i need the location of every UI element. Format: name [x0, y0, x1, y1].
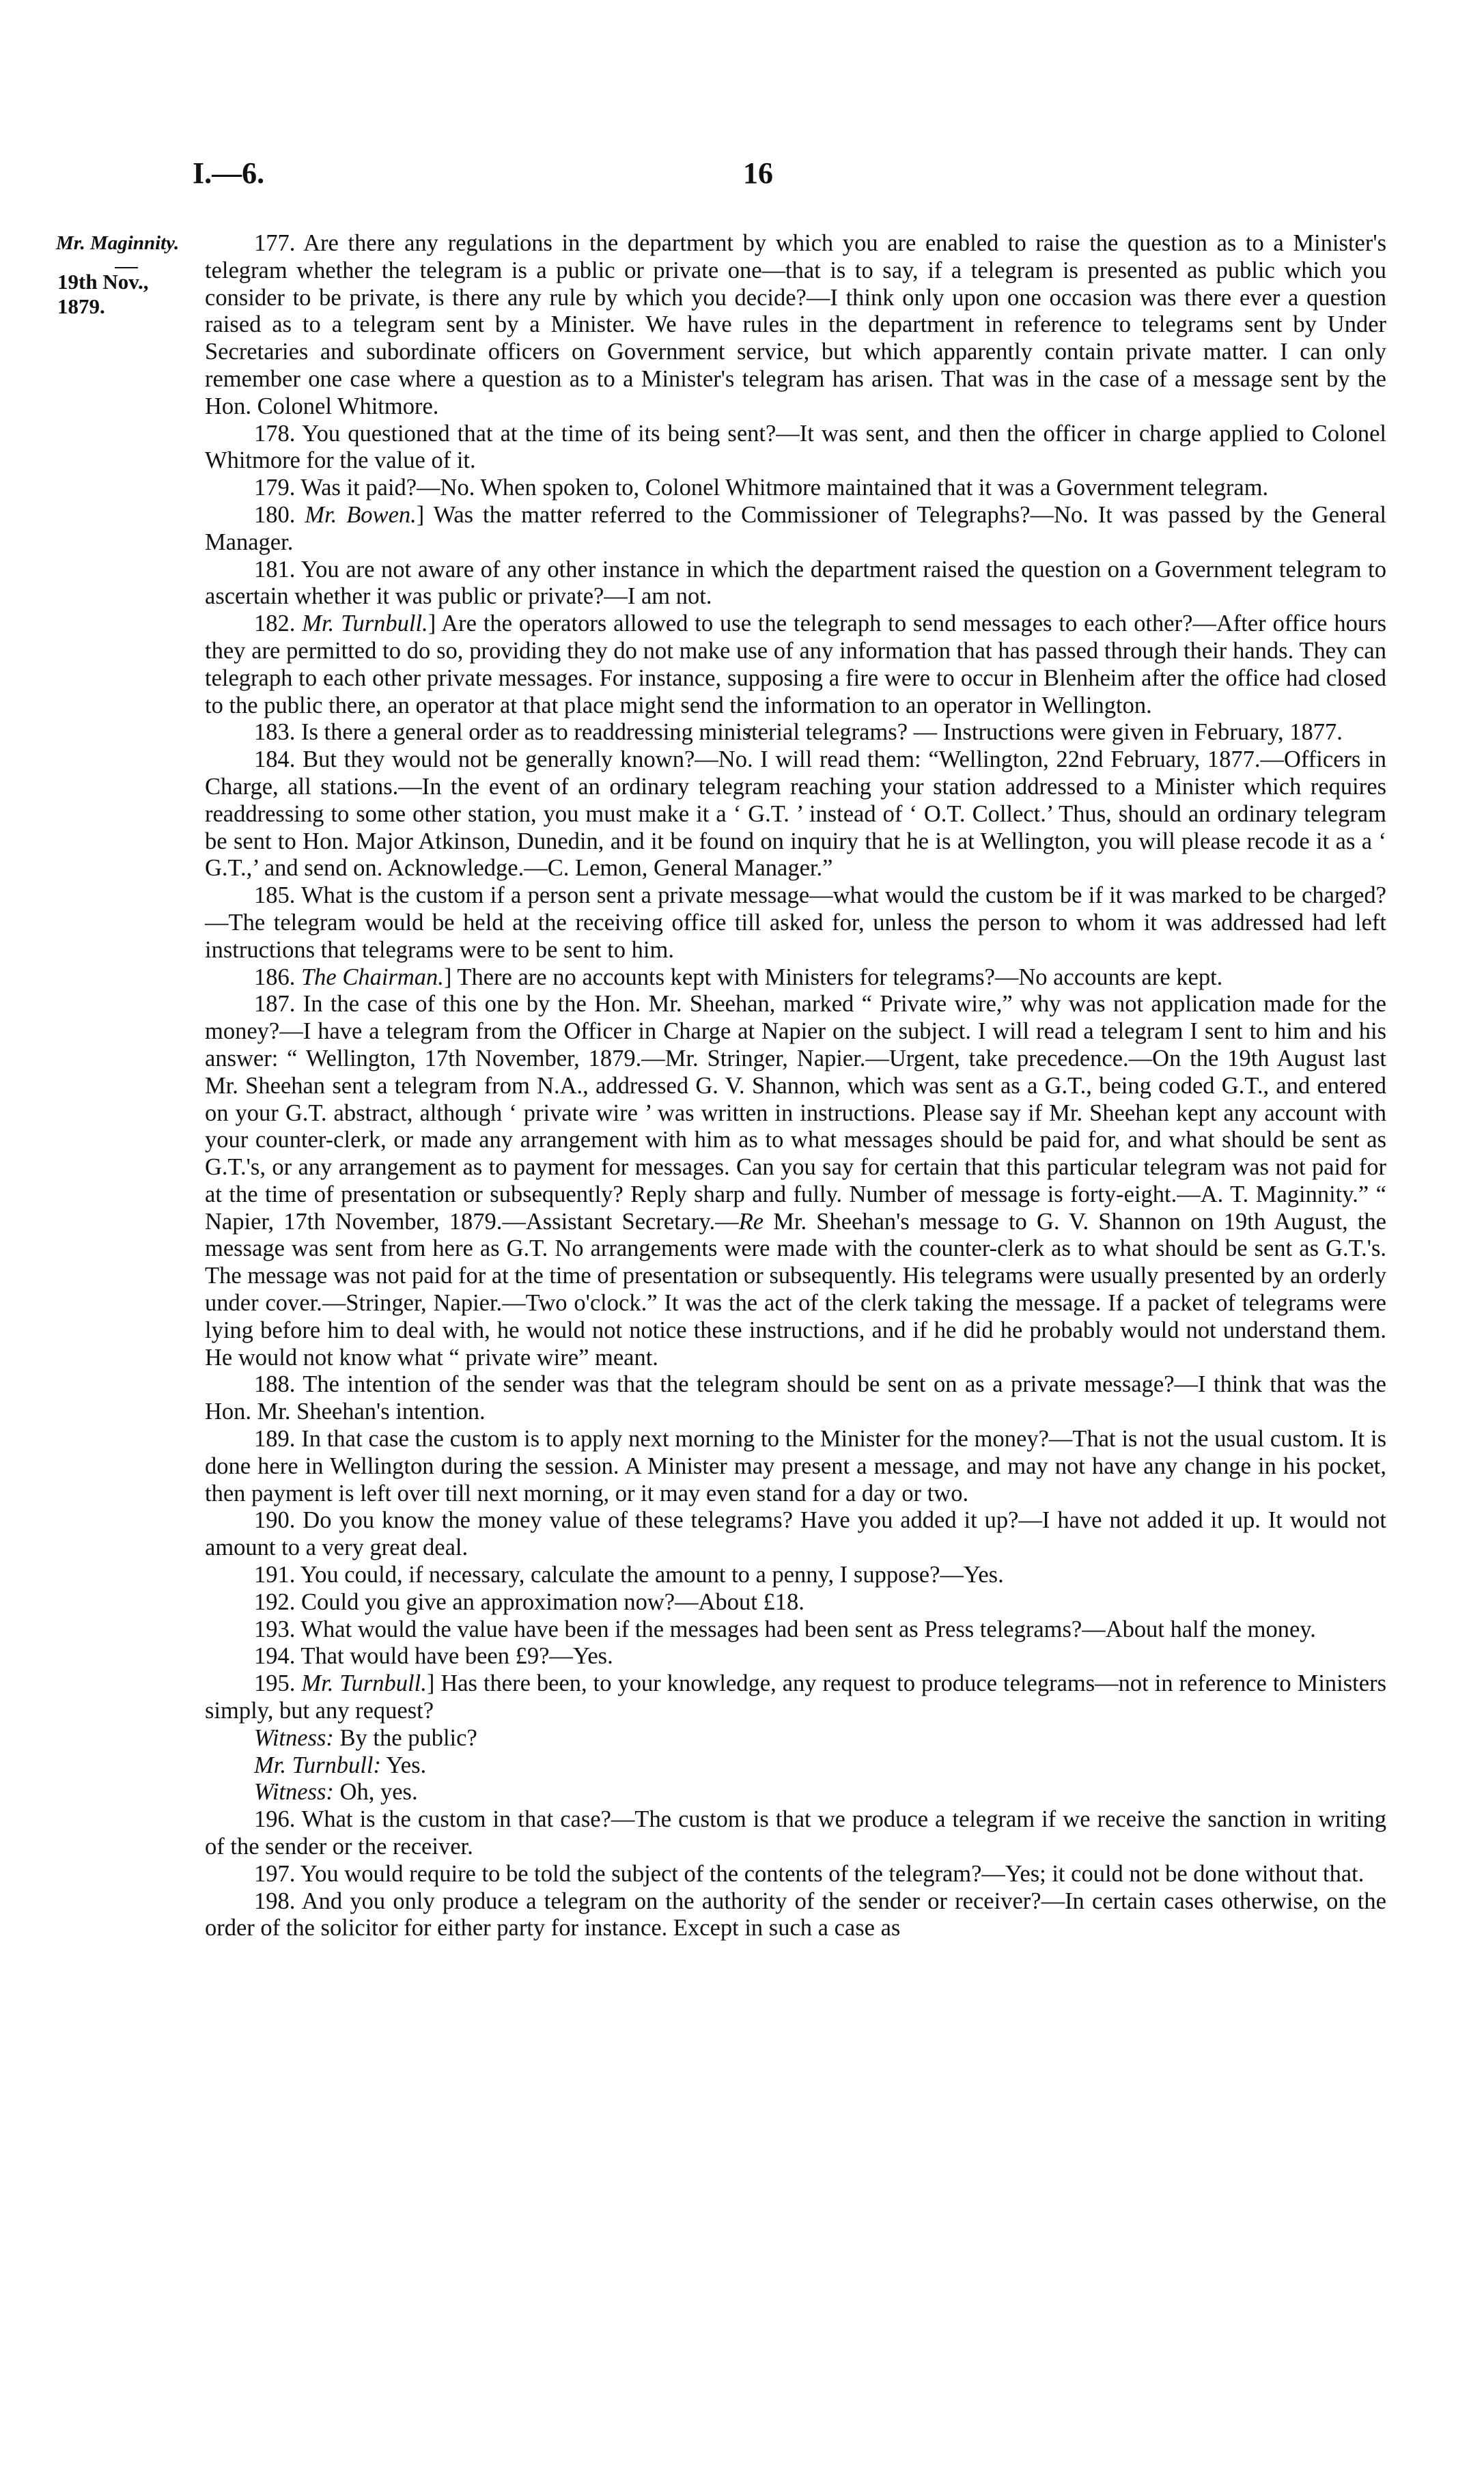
body-text — [205, 230, 1386, 1942]
paragraph: 186. The Chairman.] There are no accounts kept with Ministers for telegrams?—No accounts are kept. — [254, 964, 1223, 990]
paragraph: 177. Are there any regulations in the department by which you are enabled to raise the question as to a Minister's telegram whether the telegram is a public or private one—that is to say, if a telegram is presented as public which you consider to be private, is there any rule by which you decide?—I think only upon one occasion was there ever a question raised as to a telegram sent by a Minister. We have rules in the department in reference to telegrams sent by Under Secretaries and subordinate officers on Government service, but which apparently contain private matter. I can only remember one case where a question as to a Minister's telegram has arisen. That was in the case of a message sent by the Hon. Colonel Whitmore. — [205, 230, 1386, 419]
margin-date: 19th Nov., 1879. — [57, 270, 149, 318]
paragraph: 195. Mr. Turnbull.] Has there been, to your knowledge, any request to produce telegrams—not in reference to Ministers simply, but any request? — [205, 1670, 1386, 1724]
paragraph: 178. You questioned that at the time of its being sent?—It was sent, and then the officer in charge applied to Colonel Whitmore for the value of it. — [205, 420, 1386, 474]
paragraph: 188. The intention of the sender was that the telegram should be sent on as a private message?—I think that was the Hon. Mr. Sheehan's intention. — [205, 1371, 1386, 1425]
paragraph: 193. What would the value have been if the messages had been sent as Press telegrams?—About half the money. — [254, 1616, 1316, 1642]
paragraph: Witness: Oh, yes. — [254, 1779, 418, 1806]
paragraph: 183. Is there a general order as to readdressing ministerial telegrams? — Instructions were given in February, 1877. — [254, 719, 1343, 746]
paragraph: 192. Could you give an approximation now?—About £18. — [254, 1588, 804, 1615]
paragraph: 180. Mr. Bowen.] Was the matter referred to the Commissioner of Telegraphs?—No. It was passed by the General Manager. — [205, 501, 1387, 555]
paragraph: 191. You could, if necessary, calculate the amount to a penny, I suppose?—Yes. — [254, 1562, 1004, 1588]
paragraph: 179. Was it paid?—No. When spoken to, Colonel Whitmore maintained that it was a Government telegram. — [254, 475, 1269, 501]
paragraph: 190. Do you know the money value of these telegrams? Have you added it up?—I have not added it up. It would not amount to a very great deal. — [205, 1507, 1386, 1561]
paragraph: 182. Mr. Turnbull.] Are the operators allowed to use the telegraph to send messages to each other?—After office hours they are permitted to do so, providing they do not make use of any information that has passed through their hands. They can telegraph to each other private messages. For instance, supposing a fire were to occur in Blenheim after the office had closed to the public there, an operator at that place might send the information to an operator in Wellington. — [205, 611, 1386, 718]
paragraph: 185. What is the custom if a person sent a private message—what would the custom be if it was marked to be charged?—The telegram would be held at the receiving office till asked for, unless the person to whom it was addressed had left instructions that telegrams were to be sent to him. — [205, 882, 1386, 963]
paragraph: 196. What is the custom in that case?—The custom is that we produce a telegram if we receive the sanction in writing of the sender or the receiver. — [205, 1806, 1386, 1860]
paragraph: Witness: By the public? — [254, 1724, 477, 1751]
paragraph: 194. That would have been £9?—Yes. — [254, 1643, 613, 1670]
paper-reference: I.—6. — [193, 156, 265, 190]
margin-notes — [49, 232, 198, 319]
paragraph: Mr. Turnbull: Yes. — [254, 1752, 427, 1778]
margin-speaker: Mr. Maginnity. — [56, 232, 180, 254]
paragraph: 184. But they would not be generally known?—No. I will read them: “Wellington, 22nd February, 1877.—Officers in Charge, all stations.—In the event of an ordinary telegram reaching your station addressed to a Minister which requires readdressing to some other station, you must make it a ‘ G.T. ’ instead of ‘ O.T. Collect.’ Thus, should an ordinary telegram be sent to Hon. Major Atkinson, Dunedin, and it be found on inquiry that he is at Wellington, you will please recode it as a ‘ G.T.,’ and send on. Acknowledge.—C. Lemon, General Manager.” — [205, 746, 1386, 882]
paragraph: 189. In that case the custom is to apply next morning to the Minister for the money?—That is not the usual custom. It is done here in Wellington during the session. A Minister may present a message, and may not have any change in his pocket, then payment is left over till next morning, or it may even stand for a day or two. — [205, 1426, 1386, 1506]
page-header — [0, 156, 1484, 210]
margin-rule — [115, 267, 138, 268]
paragraph: 187. In the case of this one by the Hon. Mr. Sheehan, marked “ Private wire,” why was not application made for the money?—I have a telegram from the Officer in Charge at Napier on the subject. I will read a telegram I sent to him and his answer: “ Wellington, 17th November, 1879.—Mr. Stringer, Napier.—Urgent, take precedence.—On the 19th August last Mr. Sheehan sent a telegram from N.A., addressed G. V. Shannon, which was sent as a G.T., being coded G.T., and entered on your G.T. abstract, although ‘ private wire ’ was written in instructions. Please say if Mr. Sheehan kept any account with your counter-clerk, or made any arrangement with him as to what messages should be paid for, and what should be sent as G.T.'s, or any arrangement as to payment for messages. Can you say for certain that this particular telegram was not paid for at the time of presentation or subsequently? Reply sharp and fully. Number of message is forty-eight.—A. T. Maginnity.” “ Napier, 17th November, 1879.—Assistant Secretary.—Re Mr. Sheehan's message to G. V. Shannon on 19th August, the message was sent from here as G.T. No arrangements were made with the counter-clerk as to what should be sent as G.T.'s. The message was not paid for at the time of presentation or subsequently. His telegrams were usually presented by an orderly under cover.—Stringer, Napier.—Two o'clock.” It was the act of the clerk taking the message. If a packet of telegrams were lying before him to deal with, he would not notice these instructions, and if he did he probably would not understand them. He would not know what “ private wire” meant. — [205, 991, 1386, 1371]
paragraph: 181. You are not aware of any other instance in which the department raised the question on a Government telegram to ascertain whether it was public or private?—I am not. — [205, 556, 1386, 610]
page-number: 16 — [743, 156, 773, 190]
paragraph: 197. You would require to be told the subject of the contents of the telegram?—Yes; it could not be done without that. — [254, 1860, 1364, 1887]
paragraph: 198. And you only produce a telegram on the authority of the sender or receiver?—In certain cases otherwise, on the order of the solicitor for either party for instance. Except in such a case as — [205, 1888, 1386, 1941]
